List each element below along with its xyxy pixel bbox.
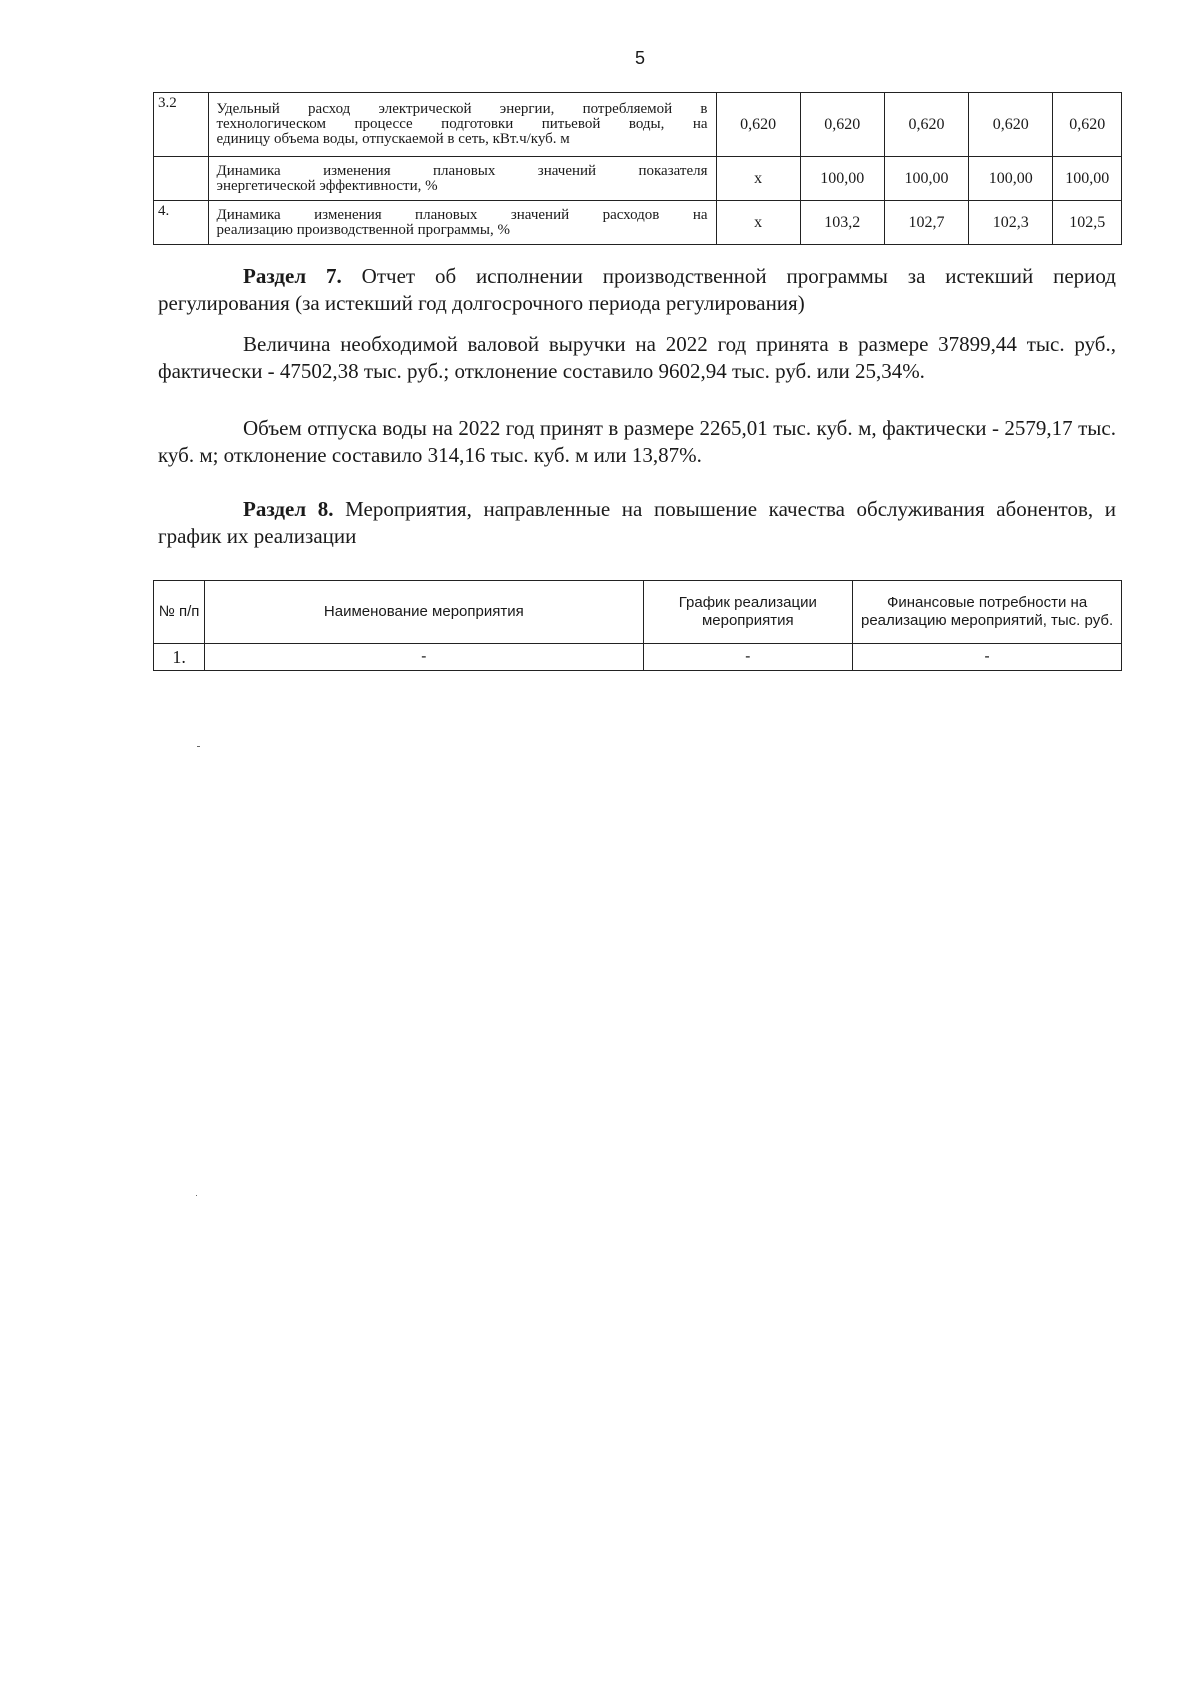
header-name: Наименование мероприятия: [205, 581, 643, 644]
value-cell: 0,620: [969, 93, 1053, 157]
table-header-row: [154, 581, 1122, 644]
value-cell: 102,5: [1053, 201, 1122, 245]
value-cell: 102,3: [969, 201, 1053, 245]
description-line: энергетической эффективности, %: [216, 177, 438, 194]
scan-speck: [197, 746, 200, 747]
value-cell: 100,00: [1053, 157, 1122, 201]
header-finance: Финансовые потребности на реализацию мероприятий, тыс. руб.: [853, 581, 1122, 644]
description-line: Динамика изменения плановых значений расходов на: [216, 206, 708, 223]
indicator-description: [208, 157, 716, 201]
section-8-label: Раздел 8.: [243, 497, 334, 521]
scan-speck: [196, 1195, 197, 1196]
water-volume-paragraph: [158, 415, 1116, 469]
value-cell: 0,620: [716, 93, 800, 157]
value-cell: 100,00: [800, 157, 884, 201]
row-number: 4.: [154, 201, 209, 245]
table-row: [154, 201, 1122, 245]
value-cell: 0,620: [884, 93, 968, 157]
value-cell: 100,00: [884, 157, 968, 201]
section-7-title: Отчет об исполнении производственной программы за истекший период регулирования (за истекший год долгосрочного периода регулирования): [158, 264, 1116, 315]
description-line: реализацию производственной программы, %: [216, 221, 510, 238]
indicators-table: [153, 92, 1122, 245]
table-row: [154, 93, 1122, 157]
page-number: 5: [634, 48, 645, 68]
row-number: 3.2: [154, 93, 209, 157]
section-8-title: Мероприятия, направленные на повышение качества обслуживания абонентов, и график их реализации: [158, 497, 1116, 548]
value-cell: 102,7: [884, 201, 968, 245]
revenue-text: Величина необходимой валовой выручки на 2022 год принята в размере 37899,44 тыс. руб., фактически - 47502,38 тыс. руб.; отклонение составило 9602,94 тыс. руб. или 25,34%.: [158, 332, 1116, 383]
indicator-description: [208, 93, 716, 157]
description-line: технологическом процессе подготовки питьевой воды, на: [216, 116, 708, 132]
cell-finance: -: [853, 644, 1122, 671]
table-row: [154, 644, 1122, 671]
cell-schedule: -: [643, 644, 853, 671]
value-cell: 0,620: [800, 93, 884, 157]
value-cell: 100,00: [969, 157, 1053, 201]
value-cell: 103,2: [800, 201, 884, 245]
value-cell: х: [716, 157, 800, 201]
cell-num: 1.: [154, 644, 205, 671]
header-num: № п/п: [154, 581, 205, 644]
indicator-description: [208, 201, 716, 245]
description-line: Удельный расход электрической энергии, потребляемой в: [216, 101, 708, 117]
value-cell: 0,620: [1053, 93, 1122, 157]
value-cell: х: [716, 201, 800, 245]
description-line: Динамика изменения плановых значений показателя: [216, 162, 708, 179]
revenue-paragraph: [158, 331, 1116, 385]
row-number: [154, 157, 209, 201]
water-volume-text: Объем отпуска воды на 2022 год принят в размере 2265,01 тыс. куб. м, фактически - 2579,17 тыс. куб. м; отклонение составило 314,16 тыс. куб. м или 13,87%.: [158, 416, 1116, 467]
cell-name: -: [205, 644, 643, 671]
section-7-label: Раздел 7.: [243, 264, 342, 288]
section-7-heading: [158, 263, 1116, 317]
section-8-heading: [158, 496, 1116, 550]
table-row: [154, 157, 1122, 201]
description-line: единицу объема воды, отпускаемой в сеть, кВт.ч/куб. м: [216, 131, 570, 147]
header-schedule: График реализации мероприятия: [643, 581, 853, 644]
measures-table: [153, 580, 1122, 671]
